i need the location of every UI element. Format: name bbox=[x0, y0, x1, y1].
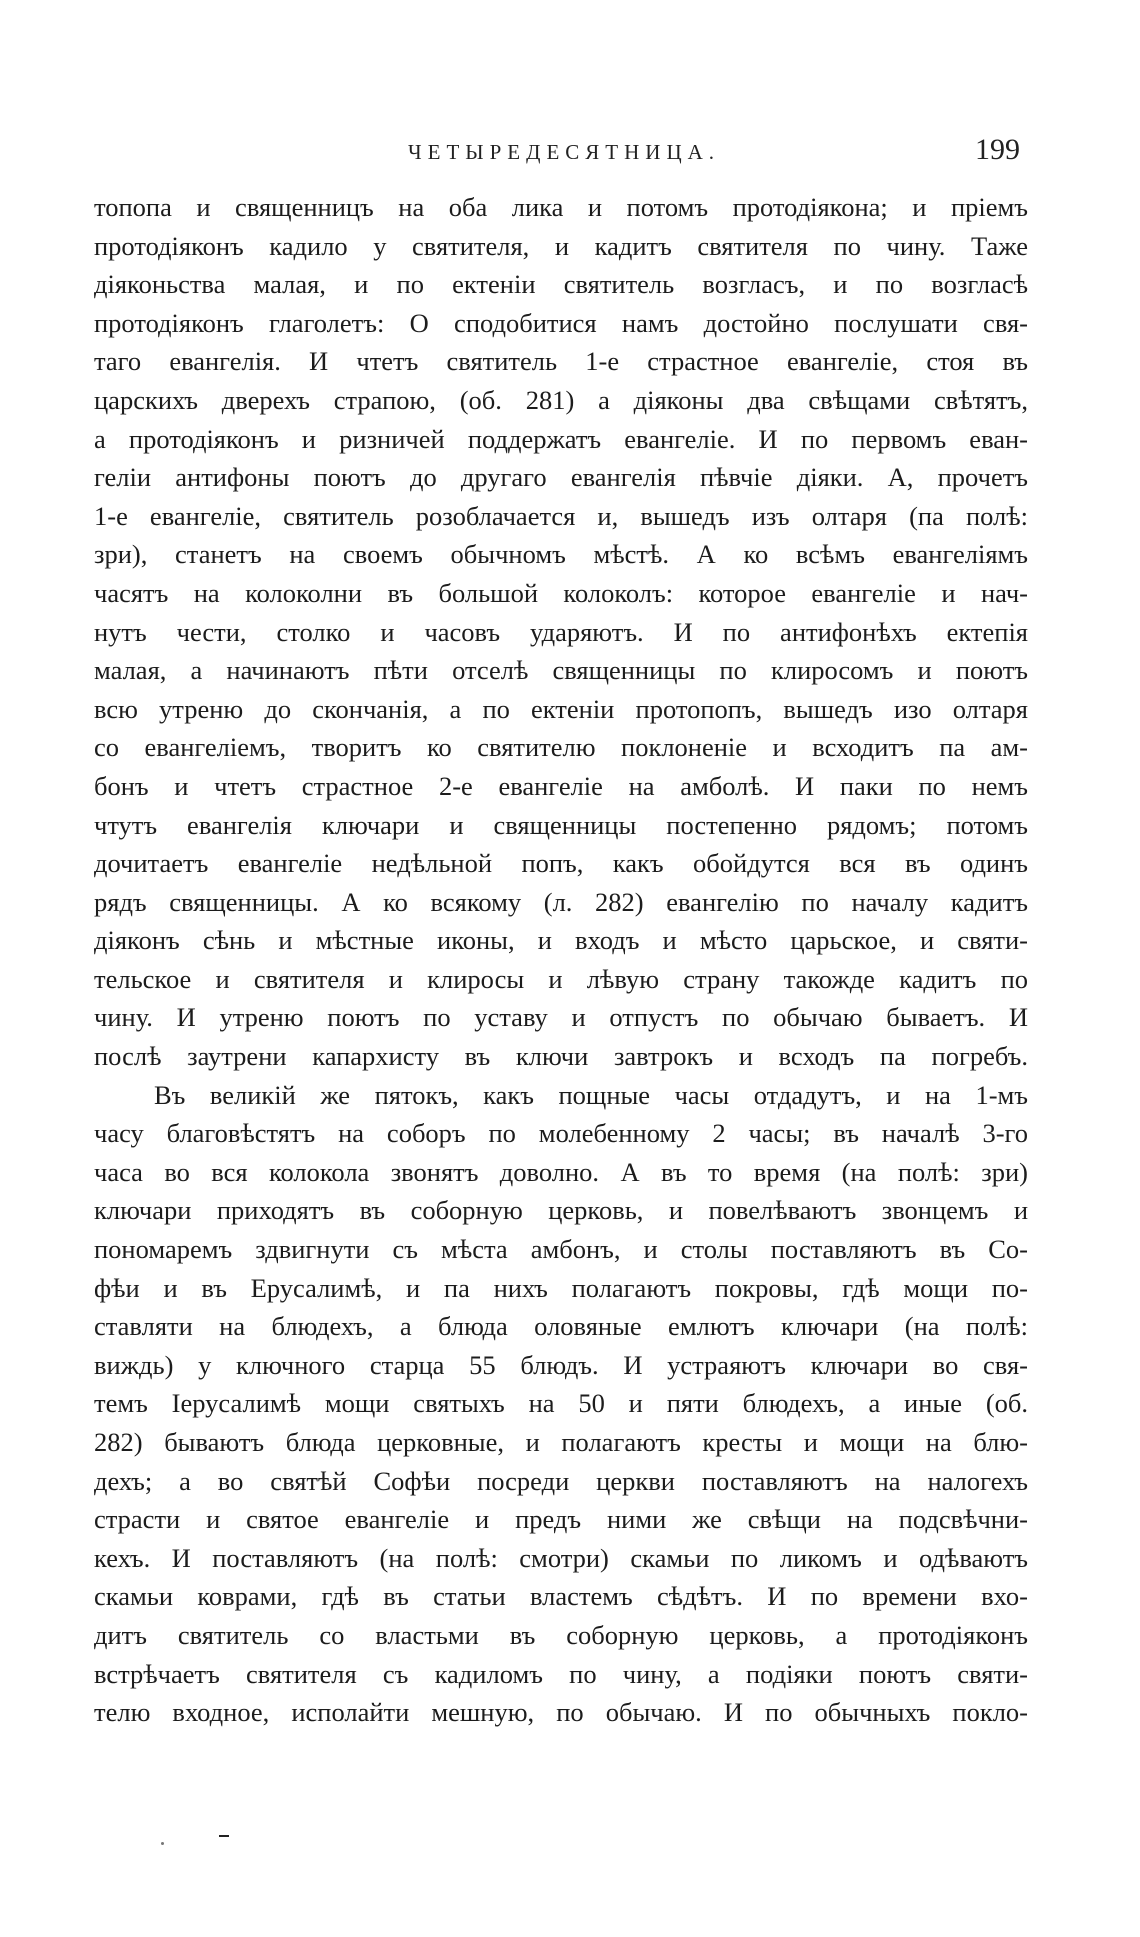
text-line: дочитаетъ евангеліе недѣльной попъ, какъ обойдутся вся въ одинъ bbox=[94, 848, 1028, 879]
text-line: чтутъ евангелія ключари и священницы постепенно рядомъ; потомъ bbox=[94, 809, 1028, 840]
text-line: скамьи коврами, гдѣ въ статьи властемъ сѣдѣтъ. И по времени вхо- bbox=[94, 1581, 1028, 1612]
text-line: пономаремъ здвигнути съ мѣста амбонъ, и столы поставляютъ въ Со- bbox=[94, 1234, 1028, 1265]
page-number: 199 bbox=[975, 133, 1020, 166]
text-line: ставляти на блюдехъ, а блюда оловяные емлютъ ключари (на полѣ: bbox=[94, 1311, 1028, 1342]
text-line: геліи антифоны поютъ до другаго евангелія пѣвчіе діяки. А, прочетъ bbox=[94, 462, 1028, 493]
text-line: фѣи и въ Ерусалимѣ, и па нихъ полагаютъ покровы, гдѣ мощи по- bbox=[94, 1272, 1028, 1303]
text-line: страсти и святое евангеліе и предъ ними же свѣщи на подсвѣчни- bbox=[94, 1504, 1028, 1535]
text-line: царскихъ дверехъ страпою, (об. 281) а діяконы два свѣщами свѣтятъ, bbox=[94, 384, 1028, 415]
text-line: чину. И утреню поютъ по уставу и отпустъ по обычаю бываетъ. И bbox=[94, 1002, 1028, 1033]
text-line: 1-е евангеліе, святитель розоблачается и, вышедъ изъ олтаря (па полѣ: bbox=[94, 500, 1028, 531]
text-line: телю входное, исполайти мешную, по обычаю. И по обычныхъ покло- bbox=[94, 1697, 1028, 1728]
text-line: зри), станетъ на своемъ обычномъ мѣстѣ. А ко всѣмъ евангеліямъ bbox=[94, 539, 1028, 570]
text-line: нутъ чести, столко и часовъ ударяютъ. И по антифонѣхъ ектепія bbox=[94, 616, 1028, 647]
text-line: протодіяконъ кадило у святителя, и кадитъ святителя по чину. Таже bbox=[94, 230, 1028, 261]
print-speck bbox=[161, 1842, 164, 1845]
text-line: топопа и священницъ на оба лика и потомъ протодіякона; и пріемъ bbox=[94, 192, 1028, 222]
text-line: виждь) у ключного старца 55 блюдъ. И устраяютъ ключари во свя- bbox=[94, 1349, 1028, 1380]
body-text bbox=[94, 188, 1028, 1732]
paragraph-end-line: послѣ заутрени капархисту въ ключи завтрокъ и всходъ па погребъ. bbox=[94, 1041, 1028, 1072]
print-dash bbox=[219, 1835, 229, 1837]
text-line: со евангеліемъ, творитъ ко святителю поклоненіе и всходитъ па ам- bbox=[94, 732, 1028, 763]
running-title: ЧЕТЫРЕДЕСЯТНИЦА. bbox=[408, 140, 721, 164]
text-line: дехъ; а во святѣй Софѣи посреди церкви поставляютъ на налогехъ bbox=[94, 1465, 1028, 1496]
text-line: бонъ и чтетъ страстное 2-е евангеліе на амболѣ. И паки по немъ bbox=[94, 770, 1028, 801]
text-line: діяконьства малая, и по ектеніи святитель возгласъ, и по возгласѣ bbox=[94, 269, 1028, 300]
text-line: 282) бываютъ блюда церковные, и полагаютъ кресты и мощи на блю- bbox=[94, 1427, 1028, 1457]
text-line: часу благовѣстятъ на соборъ по молебенному 2 часы; въ началѣ 3-го bbox=[94, 1118, 1028, 1149]
text-line: кехъ. И поставляютъ (на полѣ: смотри) скамьи по ликомъ и одѣваютъ bbox=[94, 1542, 1028, 1573]
text-line: часятъ на колоколни въ большой колоколъ: которое евангеліе и нач- bbox=[94, 577, 1028, 608]
text-line: тельское и святителя и клиросы и лѣвую страну такожде кадитъ по bbox=[94, 963, 1028, 994]
text-line: встрѣчаетъ святителя съ кадиломъ по чину, а подіяки поютъ святи- bbox=[94, 1658, 1028, 1689]
text-line: рядъ священницы. А ко всякому (л. 282) евангелію по началу кадитъ bbox=[94, 886, 1028, 917]
text-line: часа во вся колокола звонятъ доволно. А въ то время (на полѣ: зри) bbox=[94, 1156, 1028, 1187]
text-line: ключари приходятъ въ соборную церковь, и повелѣваютъ звонцемъ и bbox=[94, 1195, 1028, 1226]
text-line: таго евангелія. И чтетъ святитель 1-е страстное евангеліе, стоя въ bbox=[94, 346, 1028, 377]
text-line: діяконъ сѣнь и мѣстные иконы, и входъ и мѣсто царьское, и святи- bbox=[94, 925, 1028, 956]
text-line: малая, а начинаютъ пѣти отселѣ священницы по клиросомъ и поютъ bbox=[94, 655, 1028, 686]
text-line: а протодіяконъ и ризничей поддержатъ евангеліе. И по первомъ еван- bbox=[94, 423, 1028, 454]
paragraph-start-line: Въ великій же пятокъ, какъ пощные часы отдадутъ, и на 1-мъ bbox=[154, 1079, 1028, 1110]
text-line: дитъ святитель со властьми въ соборную церковь, а протодіяконъ bbox=[94, 1619, 1028, 1650]
text-line: темъ Іерусалимѣ мощи святыхъ на 50 и пяти блюдехъ, а иные (об. bbox=[94, 1388, 1028, 1419]
text-line: всю утреню до скончанія, а по ектеніи протопопъ, вышедъ изо олтаря bbox=[94, 693, 1028, 724]
text-line: протодіяконъ глаголетъ: О сподобитися намъ достойно послушати свя- bbox=[94, 307, 1028, 338]
